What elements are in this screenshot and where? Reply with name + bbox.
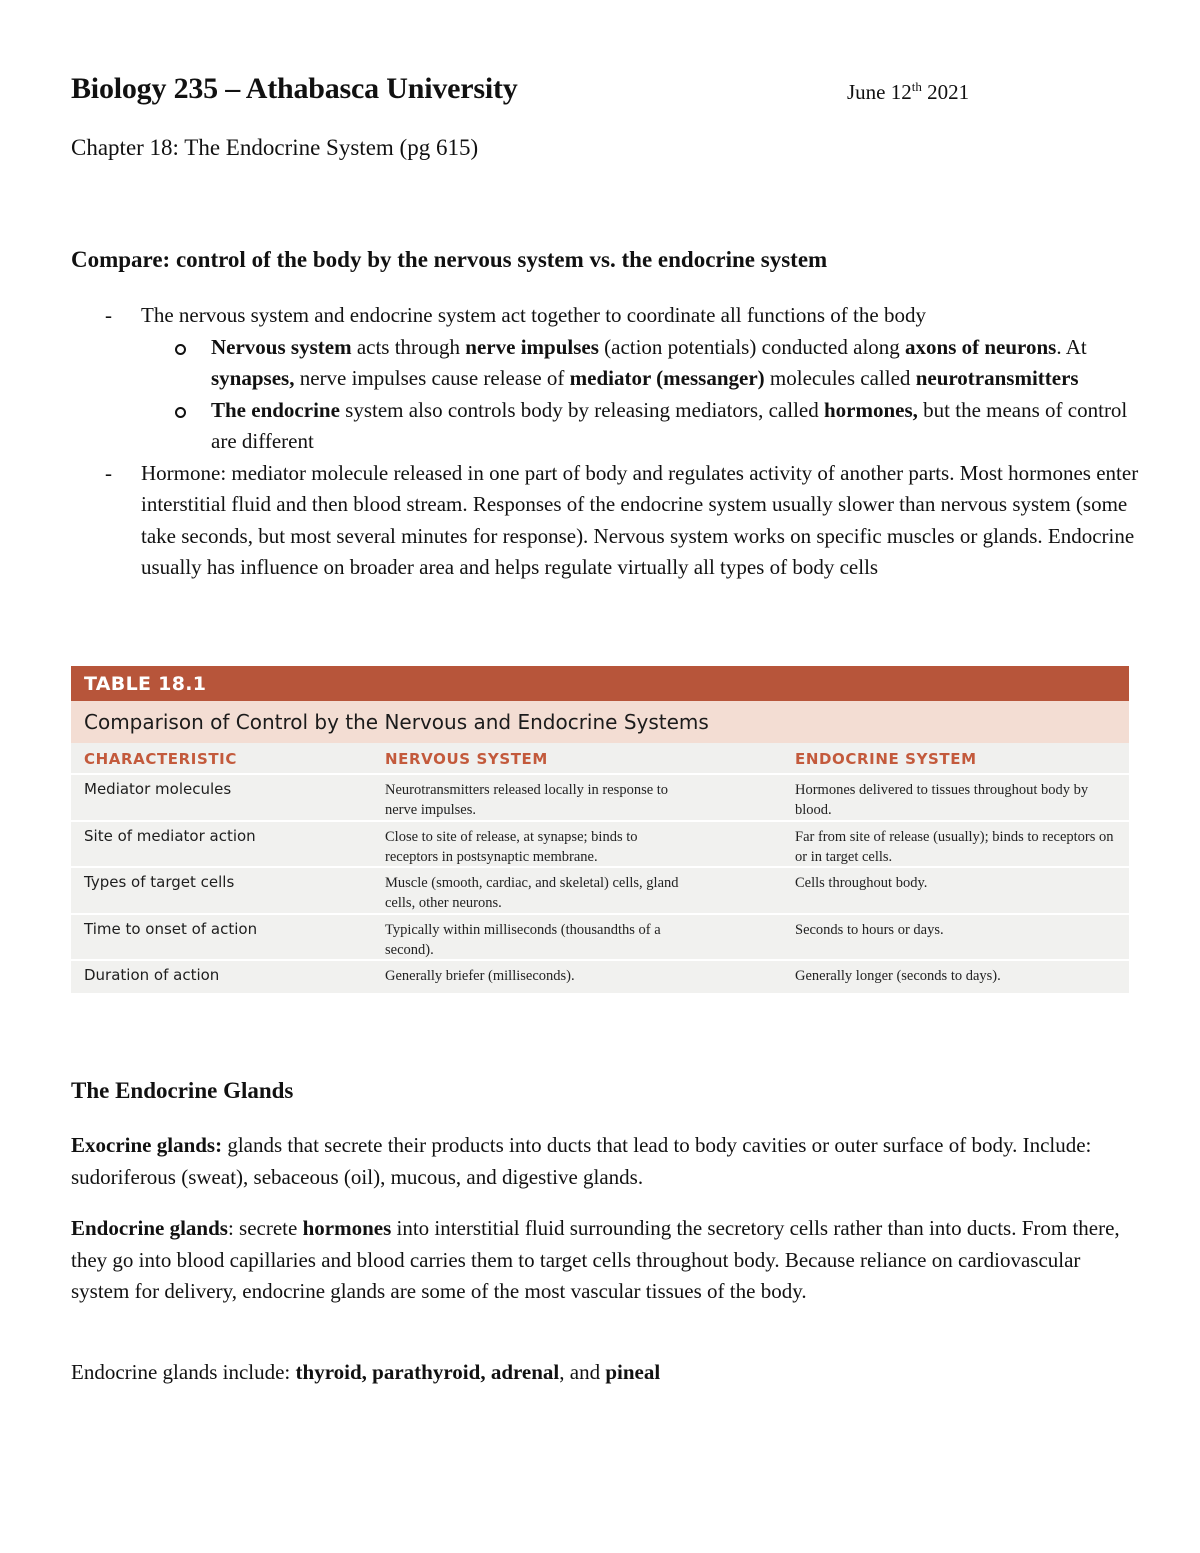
outline-item: - Hormone: mediator molecule released in one part of body and regulates activity of another parts. Most hormones enter interstitial fluid and then blood stream. Responses of the endocrine system usually slower than nervous system (some take seconds, but most several minutes for response). Nervous system works on specific muscles or glands. Endocrine usually has influence on broader area and helps regulate virtually all types of body cells [71,458,1141,584]
column-header-characteristic: CHARACTERISTIC [84,750,237,768]
column-header-endocrine: ENDOCRINE SYSTEM [795,750,977,768]
table-row [71,961,1129,993]
table-cell: Duration of action [84,966,220,985]
table-header-row [71,743,1129,775]
outline-subitem: Nervous system acts through nerve impulses (action potentials) conducted along axons of neurons. At synapses, nerve impulses cause release of mediator (messanger) molecules called neurotransmitters [71,332,1141,395]
circle-bullet-icon [175,344,186,355]
compare-outline [71,300,1141,584]
document-date: June 12th 2021 [847,79,970,104]
table-cell: Seconds to hours or days. [795,921,944,938]
compare-heading: Compare: control of the body by the nervous system vs. the endocrine system [71,247,828,272]
document-title: Biology 235 – Athabasca University [71,72,518,105]
circle-bullet-icon [175,407,186,418]
table-cell: Mediator molecules [84,780,232,798]
comparison-table [71,666,1129,993]
table-caption: Comparison of Control by the Nervous and Endocrine Systems [71,701,1129,743]
glands-include-paragraph: Endocrine glands include: thyroid, parathyroid, adrenal, and pineal [71,1360,661,1384]
table-cell: Hormones delivered to tissues throughout body by blood. [795,782,1089,818]
table-label: TABLE 18.1 [71,666,1129,701]
table-cell: Types of target cells [84,873,235,892]
chapter-title: Chapter 18: The Endocrine System (pg 615) [71,135,479,160]
table-cell: Close to site of release, at synapse; binds to receptors in postsynaptic membrane. [385,828,638,865]
table-cell: Neurotransmitters released locally in response to nerve impulses. [385,782,669,818]
table-row [71,915,1129,962]
table-cell: Cells throughout body. [795,875,928,892]
table-cell: Muscle (smooth, cardiac, and skeletal) cells, gland cells, other neurons. [385,875,679,912]
outline-item: - The nervous system and endocrine system act together to coordinate all functions of the body [71,300,1141,332]
table-cell: Generally briefer (milliseconds). [385,968,575,985]
table-cell: Time to onset of action [84,919,258,938]
dash-bullet: - [105,460,112,485]
table-cell: Site of mediator action [84,826,256,845]
table-cell: Typically within milliseconds (thousandths of a second). [385,921,661,958]
document-header [71,72,1131,112]
column-header-nervous: NERVOUS SYSTEM [385,750,548,768]
table-row [71,775,1129,822]
glands-heading: The Endocrine Glands [71,1078,294,1103]
table-row [71,868,1129,915]
outline-subitem: The endocrine system also controls body by releasing mediators, called hormones, but the means of control are different [71,395,1141,458]
table-cell: Generally longer (seconds to days). [795,968,1001,985]
table-row [71,822,1129,869]
table-cell: Far from site of release (usually); binds to receptors on or in target cells. [795,828,1114,865]
exocrine-paragraph: Exocrine glands: glands that secrete their products into ducts that lead to body cavities or outer surface of body. Include: sudoriferous (sweat), sebaceous (oil), mucous, and digestive glands. [71,1133,1092,1189]
dash-bullet: - [105,303,112,327]
endocrine-paragraph: Endocrine glands: secrete hormones into interstitial fluid surrounding the secretory cells rather than into ducts. From there, they go into blood capillaries and blood carries them to target cells throughout body. Because reliance on cardiovascular system for delivery, endocrine glands are some of the most vascular tissues of the body. [71,1216,1120,1303]
